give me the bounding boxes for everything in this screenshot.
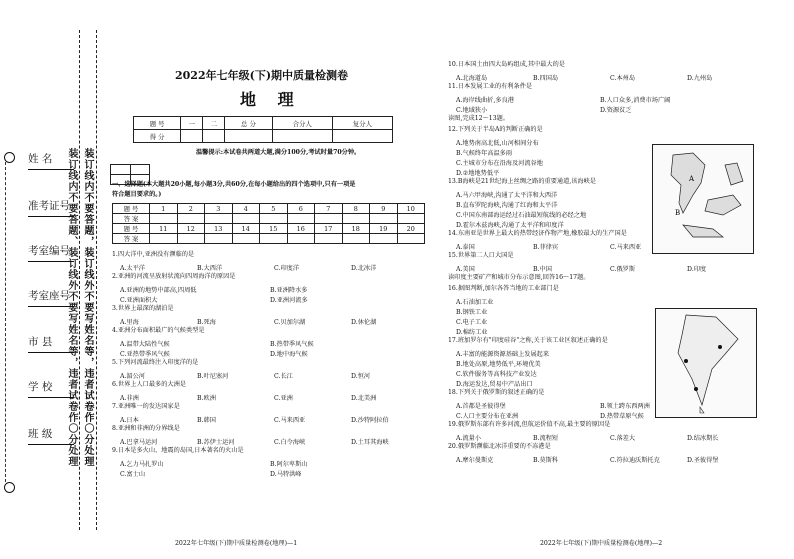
answer-cell[interactable] [287, 214, 315, 224]
option-text[interactable]: B.地处高原,地势低平,环境优美 [456, 361, 541, 368]
option-text[interactable]: C.亚洲面积大 [120, 297, 158, 304]
seal-dashed-line-outer [96, 30, 97, 530]
option-text[interactable]: B.流程短 [533, 435, 559, 442]
option-text[interactable]: A.马六甲海峡,沟通了太平洋和大西洋 [456, 192, 558, 199]
answer-cell[interactable] [397, 234, 425, 244]
option-text[interactable]: D.沙特阿拉伯 [351, 417, 389, 424]
option-text[interactable]: C.主城市分布在沿海及河流谷地 [456, 160, 543, 167]
grid-number: 16 [287, 224, 315, 234]
option-text[interactable]: C.亚热带季风气候 [120, 351, 170, 358]
footer-right: 2022年七年级(下)期中质量检测卷(地理)—2 [540, 540, 663, 547]
answer-cell[interactable] [342, 234, 370, 244]
option-text[interactable]: B.菲律宾 [533, 244, 559, 251]
field-school[interactable]: 学 校 [28, 373, 74, 398]
option-text[interactable]: B.人口众多,消费市场广阔 [600, 97, 671, 104]
grid-number: 14 [232, 224, 260, 234]
option-text[interactable]: D.亚洲河流多 [270, 297, 308, 304]
answer-cell[interactable] [370, 234, 398, 244]
question-text: 20.俄罗斯濒临北冰洋重要的不冻港是 [448, 443, 551, 450]
option-text[interactable]: C.亚洲 [274, 395, 293, 402]
answer-cell[interactable] [177, 214, 205, 224]
question-text: 17.班加罗尔有"印度硅谷"之称,关于该工业区叙述正确的是 [448, 337, 608, 344]
option-text[interactable]: D.九州岛 [687, 75, 713, 82]
answer-cell[interactable] [205, 214, 233, 224]
question-text: 3.世界上最深的湖泊是 [112, 305, 174, 312]
field-class[interactable]: 班 级 [28, 420, 74, 445]
option-text[interactable]: C.马来西亚 [610, 244, 642, 251]
grid-number: 6 [287, 204, 315, 214]
answer-cell[interactable] [397, 214, 425, 224]
question-text: 2.亚洲的河流呈放射状流向四周海洋的原因是 [112, 273, 236, 280]
answer-cell[interactable] [150, 234, 178, 244]
option-text[interactable]: B.韩国 [197, 417, 216, 424]
option-text[interactable]: D.热带草原气候 [600, 413, 644, 420]
question-text: 14.东南亚是世界上最大的热带经济作物产地,橡胶最大的生产国是 [448, 230, 627, 237]
option-text[interactable]: D.土耳其海峡 [351, 439, 389, 446]
seal-warning: 装订线内不要答题，装订线外不要写姓名等，违者试卷作〇分处理 [82, 148, 93, 467]
subject-title: 地 理 [240, 90, 302, 109]
option-text[interactable]: D.棉纺工业 [456, 329, 488, 336]
option-text[interactable]: B.阿尔卑斯山 [270, 461, 308, 468]
field-city[interactable]: 市 县 [28, 328, 74, 353]
answer-cell[interactable] [150, 214, 178, 224]
grid-number: 17 [315, 224, 343, 234]
field-exam-number[interactable]: 准考证号 [28, 192, 74, 217]
option-text[interactable]: A.流量小 [456, 435, 481, 442]
option-text[interactable]: C.符拉迪沃斯托克 [610, 457, 660, 464]
option-text[interactable]: B.中国 [533, 266, 552, 273]
field-name[interactable]: 姓 名 [28, 145, 74, 170]
option-text[interactable]: D.地中海气候 [270, 351, 308, 358]
score-table: 题 号 一 二 总 分 合分人 复分人 得 分 [133, 116, 393, 143]
answer-cell[interactable] [232, 234, 260, 244]
question-text: 15.世界第二人口大国是 [448, 252, 514, 259]
option-text[interactable]: A.非洲 [120, 395, 139, 402]
question-text: 读印度主要矿产和城市分布示意图,回答16～17题。 [448, 274, 590, 281]
grid-number: 8 [342, 204, 370, 214]
option-text[interactable]: A.乞力马扎罗山 [120, 461, 164, 468]
answer-cell[interactable] [315, 214, 343, 224]
option-text[interactable]: C.贝加尔湖 [274, 319, 306, 326]
option-text[interactable]: B.亚洲降水多 [270, 287, 308, 294]
grid-number: 10 [397, 204, 425, 214]
option-text[interactable]: A.海岸线曲折,多良港 [456, 97, 514, 104]
option-text[interactable]: A.石油加工业 [456, 299, 494, 306]
option-text[interactable]: C.俄罗斯 [610, 266, 636, 273]
exam-title: 2022年七年级(下)期中质量检测卷 [175, 69, 349, 82]
option-text[interactable]: B.领土跨东西两洲 [600, 403, 650, 410]
answer-cell[interactable] [232, 214, 260, 224]
option-text[interactable]: C.白令海峡 [274, 439, 306, 446]
option-text[interactable]: D.②地地势低平 [456, 170, 500, 177]
option-text[interactable]: D.北冰洋 [351, 265, 377, 272]
seal-warning-secondary: 装订线内不要答题、装订线外不要写姓名等，违者试卷作〇分处理 [66, 148, 77, 467]
option-text[interactable]: C.落差大 [610, 435, 636, 442]
grid-number: 1 [150, 204, 178, 214]
option-text[interactable]: C.地域狭小 [456, 107, 488, 114]
field-room-number[interactable]: 考室编号 [28, 237, 74, 262]
option-text[interactable]: A.里海 [120, 319, 139, 326]
question-text: 10.日本国土由四大岛屿组成,其中最大的是 [448, 61, 565, 68]
option-text[interactable]: B.直布罗陀海峡,沟通了红海和太平洋 [456, 202, 558, 209]
grid-number: 15 [260, 224, 288, 234]
binding-margin [0, 0, 108, 559]
section1-title: 一、选择题(本大题共20小题,每小题3分,共60分,在每小题给出的四个选项中,只有一项是 [112, 181, 356, 188]
option-text[interactable]: D.印度 [687, 266, 707, 273]
option-text[interactable]: A.温带大陆性气候 [120, 341, 170, 348]
option-text[interactable]: C.软件服务等高科技产业发达 [456, 371, 537, 378]
grid-number: 20 [397, 224, 425, 234]
question-text: 7.亚洲唯一的发达国家是 [112, 403, 180, 410]
option-text[interactable]: B.热带季风气候 [270, 341, 314, 348]
option-text[interactable]: C.印度洋 [274, 265, 300, 272]
option-text[interactable]: A.湄公河 [120, 373, 145, 380]
question-text: 6.世界上人口最多的大洲是 [112, 381, 186, 388]
footer-left: 2022年七年级(下)期中质量检测卷(地理)—1 [175, 540, 298, 547]
question-text: 13.B海峡是21世纪海上丝绸之路的重要通道,该海峡是 [448, 178, 596, 185]
option-text[interactable]: A.地势南高北低,山河相间分布 [456, 140, 539, 147]
answer-cell[interactable] [177, 234, 205, 244]
grid-number: 4 [232, 204, 260, 214]
grid-number: 19 [370, 224, 398, 234]
option-text[interactable]: A.亚洲的地势中部高,四周低 [120, 287, 197, 294]
option-text[interactable]: D.北美洲 [351, 395, 377, 402]
option-text[interactable]: C.长江 [274, 373, 293, 380]
option-text[interactable]: A.巴拿马运河 [120, 439, 158, 446]
option-text[interactable]: C.人口主要分布在亚洲 [456, 413, 519, 420]
option-text[interactable]: D.资源贫乏 [600, 107, 632, 114]
option-text[interactable]: A.丰富的能源资源基础上发展起来 [456, 351, 550, 358]
southeast-asia-map [652, 144, 754, 254]
answer-cell[interactable] [260, 214, 288, 224]
question-text: 16.据图判断,加尔各答当地的工业部门是 [448, 285, 559, 292]
grid-number: 5 [260, 204, 288, 214]
grid-number: 9 [370, 204, 398, 214]
option-text[interactable]: B.苏伊士运河 [197, 439, 235, 446]
answer-grid: 题 号 1 2 3 4 5 6 7 8 9 10 答 案 题 号 11 12 13 14 15 16 17 18 19 20 答 案 [112, 203, 425, 244]
answer-cell[interactable] [315, 234, 343, 244]
option-text[interactable]: B.莫斯科 [533, 457, 559, 464]
option-text[interactable]: C.中国东南部海运经过石油最短航线的必经之地 [456, 212, 587, 219]
option-text[interactable]: D.海运发达,贸易中产品出口 [456, 381, 533, 388]
answer-cell[interactable] [370, 214, 398, 224]
option-text[interactable]: B.叶尼塞河 [197, 373, 229, 380]
answer-cell[interactable] [260, 234, 288, 244]
svg-text:A: A [689, 175, 695, 183]
option-text[interactable]: A.北海道岛 [456, 75, 488, 82]
question-text: 4.亚洲分布面积最广的气候类型是 [112, 327, 205, 334]
seal-inner-line [5, 162, 6, 482]
question-text: 11.日本发展工业的有利条件是 [448, 83, 533, 90]
answer-cell[interactable] [205, 234, 233, 244]
option-text[interactable]: A.太平洋 [120, 265, 145, 272]
grid-number: 7 [315, 204, 343, 214]
question-text: 1.四大洋中,亚洲没有濒临的是 [112, 251, 195, 258]
question-text: 9.日本是多火山、地震的岛国,日本著名的火山是 [112, 447, 244, 454]
option-text[interactable]: B.死海 [197, 319, 216, 326]
grid-number: 12 [177, 224, 205, 234]
question-text: 读图,完成12～13题。 [448, 115, 510, 122]
option-text[interactable]: C.富士山 [120, 471, 146, 478]
option-text[interactable]: D.霍尔木兹海峡,沟通了太平洋和印度洋 [456, 222, 564, 229]
grid-number: 2 [177, 204, 205, 214]
option-text[interactable]: B.欧洲 [197, 395, 216, 402]
option-text[interactable]: D.休伦湖 [351, 319, 377, 326]
option-text[interactable]: A.美国 [456, 266, 475, 273]
option-text[interactable]: A.日本 [120, 417, 139, 424]
option-text[interactable]: C.电子工业 [456, 319, 488, 326]
grid-number: 13 [205, 224, 233, 234]
option-text[interactable]: B.气候终年高温多雨 [456, 150, 513, 157]
section1-title-2: 符合题目要求的。) [112, 191, 162, 198]
option-text[interactable]: C.马来西亚 [274, 417, 306, 424]
answer-cell[interactable] [287, 234, 315, 244]
question-text: 19.俄罗斯东部有许多河流,但航运价值不高,最主要的原因是 [448, 421, 611, 428]
question-text: 18.下列关于俄罗斯的叙述正确的是 [448, 389, 545, 396]
seal-circle [4, 482, 15, 493]
option-text[interactable]: C.本州岛 [610, 75, 636, 82]
option-text[interactable]: A.首都是圣彼得堡 [456, 403, 506, 410]
grid-number: 11 [150, 224, 178, 234]
option-text[interactable]: A.摩尔曼斯克 [456, 457, 494, 464]
option-text[interactable]: D.马特洪峰 [270, 471, 302, 478]
grid-number: 18 [342, 224, 370, 234]
grid-number: 3 [205, 204, 233, 214]
question-text: 8.亚洲和非洲的分界线是 [112, 425, 180, 432]
field-seat-number[interactable]: 考室座号 [28, 282, 74, 307]
option-text[interactable]: B.钢铁工业 [456, 309, 488, 316]
answer-cell[interactable] [342, 214, 370, 224]
option-text[interactable]: D.结冰期长 [687, 435, 719, 442]
svg-text:B: B [675, 209, 681, 217]
question-text: 5.下列河流最终注入印度洋的是 [112, 359, 199, 366]
india-map [655, 308, 757, 418]
note: 温馨提示:本试卷共两道大题,满分100分,考试时量70分钟。 [196, 149, 361, 156]
option-text[interactable]: B.大西洋 [197, 265, 223, 272]
option-text[interactable]: D.圣彼得堡 [687, 457, 719, 464]
option-text[interactable]: D.恒河 [351, 373, 371, 380]
question-text: 12.下列关于半岛A的判断正确的是 [448, 126, 543, 133]
option-text[interactable]: B.四国岛 [533, 75, 559, 82]
option-text[interactable]: A.泰国 [456, 244, 475, 251]
